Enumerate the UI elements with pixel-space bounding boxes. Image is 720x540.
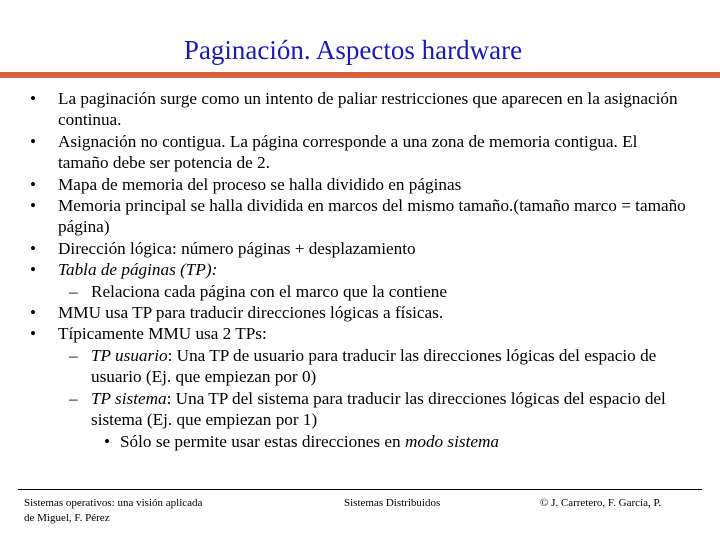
sub-sub-bullet-text: Sólo se permite usar estas direcciones en — [120, 431, 405, 451]
bullet-text: La paginación surge como un intento de paliar restricciones que aparecen en la asignación continua. — [58, 89, 678, 130]
bullet-text: MMU usa TP para traducir direcciones lógicas a físicas. — [58, 303, 444, 323]
bullet-marker: • — [30, 260, 37, 280]
sub-bullet-term: TP sistema — [91, 388, 167, 408]
bullet-text: Típicamente MMU usa 2 TPs: — [58, 324, 267, 344]
bullet-text: Memoria principal se halla dividida en marcos del mismo tamaño.(tamaño marco = tamaño página) — [58, 196, 686, 237]
slide-title: Paginación. Aspectos hardware — [183, 35, 523, 65]
footer-divider — [18, 489, 702, 490]
footer-course-name: Sistemas Distribuidos — [344, 497, 441, 509]
bullet-marker: • — [30, 238, 37, 258]
bullet-item — [30, 238, 690, 259]
bullet-marker: • — [30, 174, 37, 194]
sub-bullet-term: TP usuario — [91, 345, 168, 365]
bullet-item — [30, 302, 690, 323]
sub-bullet-text: Relaciona cada página con el marco que la contiene — [91, 281, 447, 301]
bullet-item — [30, 259, 690, 280]
footer-book-authors: de Miguel, F. Pérez — [24, 512, 110, 524]
title-divider — [0, 72, 720, 78]
bullet-item — [30, 195, 690, 238]
bullet-text: Asignación no contigua. La página corresponde a una zona de memoria contigua. El tamaño debe ser potencia de 2. — [58, 131, 638, 173]
sub-bullet-marker: – — [69, 345, 78, 365]
sub-bullet-text: : Una TP de usuario para traducir las direcciones lógicas del espacio de usuario (Ej. que empiezan por 0) — [91, 345, 657, 387]
footer-copyright: © J. Carretero, F. García, P. — [540, 497, 662, 509]
bullet-item — [30, 323, 690, 344]
footer-book-title: Sistemas operativos: una visión aplicada — [24, 497, 203, 509]
bullet-marker: • — [30, 324, 37, 344]
bullet-marker: • — [30, 196, 37, 216]
bullet-item — [30, 88, 690, 131]
bullet-marker: • — [30, 89, 37, 108]
footer-book-credit — [24, 496, 202, 526]
sub-sub-bullet-term: modo sistema — [404, 431, 499, 451]
bullet-text: Dirección lógica: número páginas + desplazamiento — [58, 238, 416, 258]
sub-sub-bullet-marker: • — [104, 431, 111, 451]
sub-bullet-item — [30, 345, 690, 388]
sub-sub-bullet-item — [30, 431, 690, 452]
sub-bullet-item — [30, 281, 690, 302]
bullet-marker: • — [30, 131, 37, 151]
sub-bullet-marker: – — [69, 388, 78, 408]
bullet-item — [30, 131, 690, 174]
slide-body — [30, 88, 690, 452]
bullet-text: Mapa de memoria del proceso se halla dividido en páginas — [58, 174, 462, 194]
sub-bullet-text: : Una TP del sistema para traducir las direcciones lógicas del espacio del sistema (Ej. que empiezan por 1) — [91, 388, 666, 430]
bullet-text-italic: Tabla de páginas (TP): — [58, 260, 218, 280]
bullet-item — [30, 174, 690, 195]
sub-bullet-marker: – — [69, 281, 78, 301]
sub-bullet-item — [30, 388, 690, 431]
bullet-marker: • — [30, 303, 37, 323]
